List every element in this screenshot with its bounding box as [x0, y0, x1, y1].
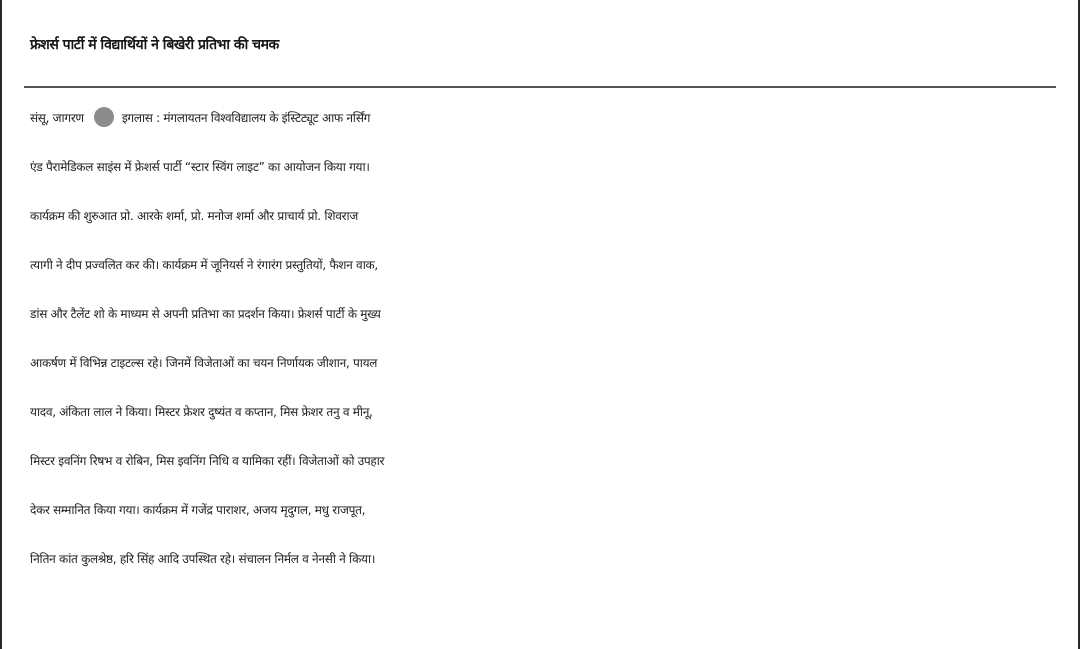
- article-line-4: त्यागी ने दीप प्रज्वलित कर की। कार्यक्रम में जूनियर्स ने रंगारंग प्रस्तुतियों, फैशन वाक,: [30, 258, 378, 272]
- bullet-dot-icon: [94, 107, 114, 127]
- article-line-9: देकर सम्मानित किया गया। कार्यक्रम में गजेंद्र पाराशर, अजय मृदुगल, मधु राजपूत,: [30, 503, 366, 517]
- article-line-5: डांस और टैलेंट शो के माध्यम से अपनी प्रतिभा का प्रदर्शन किया। फ्रेशर्स पार्टी के मुख्य: [30, 307, 381, 321]
- dateline-place: संसू, जागरण: [30, 111, 84, 125]
- article-body: [30, 94, 1060, 584]
- headline-divider: [24, 86, 1056, 88]
- article-line-10: नितिन कांत कुलश्रेष्ठ, हरि सिंह आदि उपस्थित रहे। संचालन निर्मल व नेनसी ने किया।: [30, 552, 376, 566]
- article-line-1: [30, 94, 1060, 143]
- article-line-7: यादव, अंकिता लाल ने किया। मिस्टर फ्रेशर दुष्यंत व कप्तान, मिस फ्रेशर तनु व मीनू,: [30, 405, 373, 419]
- article-line-6: आकर्षण में विभिन्न टाइटल्स रहे। जिनमें विजेताओं का चयन निर्णायक जीशान, पायल: [30, 356, 378, 370]
- article-line-8: मिस्टर इवनिंग रिषभ व रोबिन, मिस इवनिंग निधि व यामिका रहीं। विजेताओं को उपहार: [30, 454, 385, 468]
- dateline-location: इगलास :: [121, 111, 160, 125]
- article-line-2: एंड पैरामेडिकल साइंस में फ्रेशर्स पार्टी “स्टार स्विंग लाइट” का आयोजन किया गया।: [30, 160, 370, 174]
- article-line-3: कार्यक्रम की शुरुआत प्रो. आरके शर्मा, प्रो. मनोज शर्मा और प्राचार्य प्रो. शिवराज: [30, 209, 358, 223]
- article-headline: फ्रेशर्स पार्टी में विद्यार्थियों ने बिखेरी प्रतिभा की चमक: [30, 37, 279, 53]
- article-line-text: मंगलायतन विश्वविद्यालय के इंस्टिट्यूट आफ नर्सिंग: [163, 111, 371, 125]
